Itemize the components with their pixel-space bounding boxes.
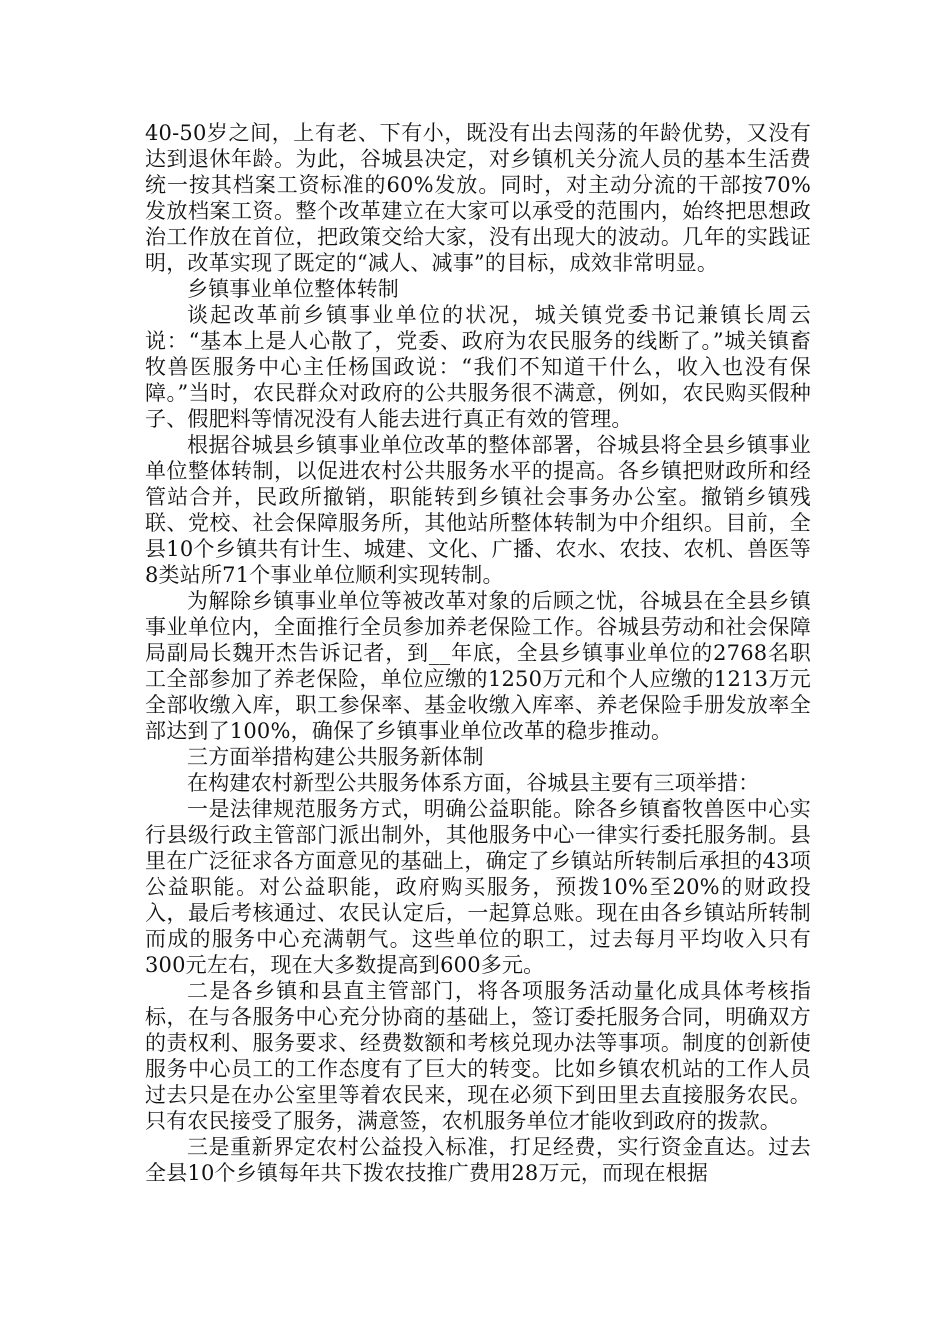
paragraph: 二是各乡镇和县直主管部门，将各项服务活动量化成具体考核指标，在与各服务中心充分协商的基础上，签订委托服务合同，明确双方的责权利、服务要求、经费数额和考核兑现办法等事项。制度的创新使服务中心员工的工作态度有了巨大的转变。比如乡镇农机站的工作人员过去只是在办公室里等着农民来，现在必须下到田里去直接服务农民。只有农民接受了服务，满意签，农机服务单位才能收到政府的拨款。 [145,979,811,1133]
paragraph: 为解除乡镇事业单位等被改革对象的后顾之忧，谷城县在全县乡镇事业单位内，全面推行全员参加养老保险工作。谷城县劳动和社会保障局副局长魏开杰告诉记者，到__年底，全县乡镇事业单位的2768名职工全部参加了养老保险，单位应缴的1250万元和个人应缴的1213万元全部收缴入库，职工参保率、基金收缴入库率、养老保险手册发放率全部达到了100%，确保了乡镇事业单位改革的稳步推动。 [145,589,811,743]
paragraph: 谈起改革前乡镇事业单位的状况，城关镇党委书记兼镇长周云说：“基本上是人心散了，党委、政府为农民服务的线断了。”城关镇畜牧兽医服务中心主任杨国政说：“我们不知道干什么，收入也没有保障。”当时，农民群众对政府的公共服务很不满意，例如，农民购买假种子、假肥料等情况没有人能去进行真正有效的管理。 [145,303,811,431]
paragraph: 三是重新界定农村公益投入标准，打足经费，实行资金直达。过去全县10个乡镇每年共下拨农技推广费用28万元，而现在根据 [145,1135,811,1185]
section-heading-public-service-system: 三方面举措构建公共服务新体制 [187,745,484,769]
paragraph: 在构建农村新型公共服务体系方面，谷城县主要有三项举措： [187,771,760,795]
paragraph-continuation: 40-50岁之间，上有老、下有小，既没有出去闯荡的年龄优势，又没有达到退休年龄。为此，谷城县决定，对乡镇机关分流人员的基本生活费统一按其档案工资标准的60%发放。同时，对主动分流的干部按70%发放档案工资。整个改革建立在大家可以承受的范围内，始终把思想政治工作放在首位，把政策交给大家，没有出现大的波动。几年的实践证明，改革实现了既定的“减人、减事”的目标，成效非常明显。 [145,121,811,275]
section-heading-township-institutions: 乡镇事业单位整体转制 [187,277,399,301]
paragraph: 一是法律规范服务方式，明确公益职能。除各乡镇畜牧兽医中心实行县级行政主管部门派出制外，其他服务中心一律实行委托服务制。县里在广泛征求各方面意见的基础上，确定了乡镇站所转制后承担的43项公益职能。对公益职能，政府购买服务，预拨10%至20%的财政投入，最后考核通过、农民认定后，一起算总账。现在由各乡镇站所转制而成的服务中心充满朝气。这些单位的职工，过去每月平均收入只有300元左右，现在大多数提高到600多元。 [145,797,811,977]
document-body [145,120,811,1186]
paragraph: 根据谷城县乡镇事业单位改革的整体部署，谷城县将全县乡镇事业单位整体转制，以促进农村公共服务水平的提高。各乡镇把财政所和经管站合并，民政所撤销，职能转到乡镇社会事务办公室。撤销乡镇残联、党校、社会保障服务所，其他站所整体转制为中介组织。目前，全县10个乡镇共有计生、城建、文化、广播、农水、农技、农机、兽医等8类站所71个事业单位顺利实现转制。 [145,433,811,587]
